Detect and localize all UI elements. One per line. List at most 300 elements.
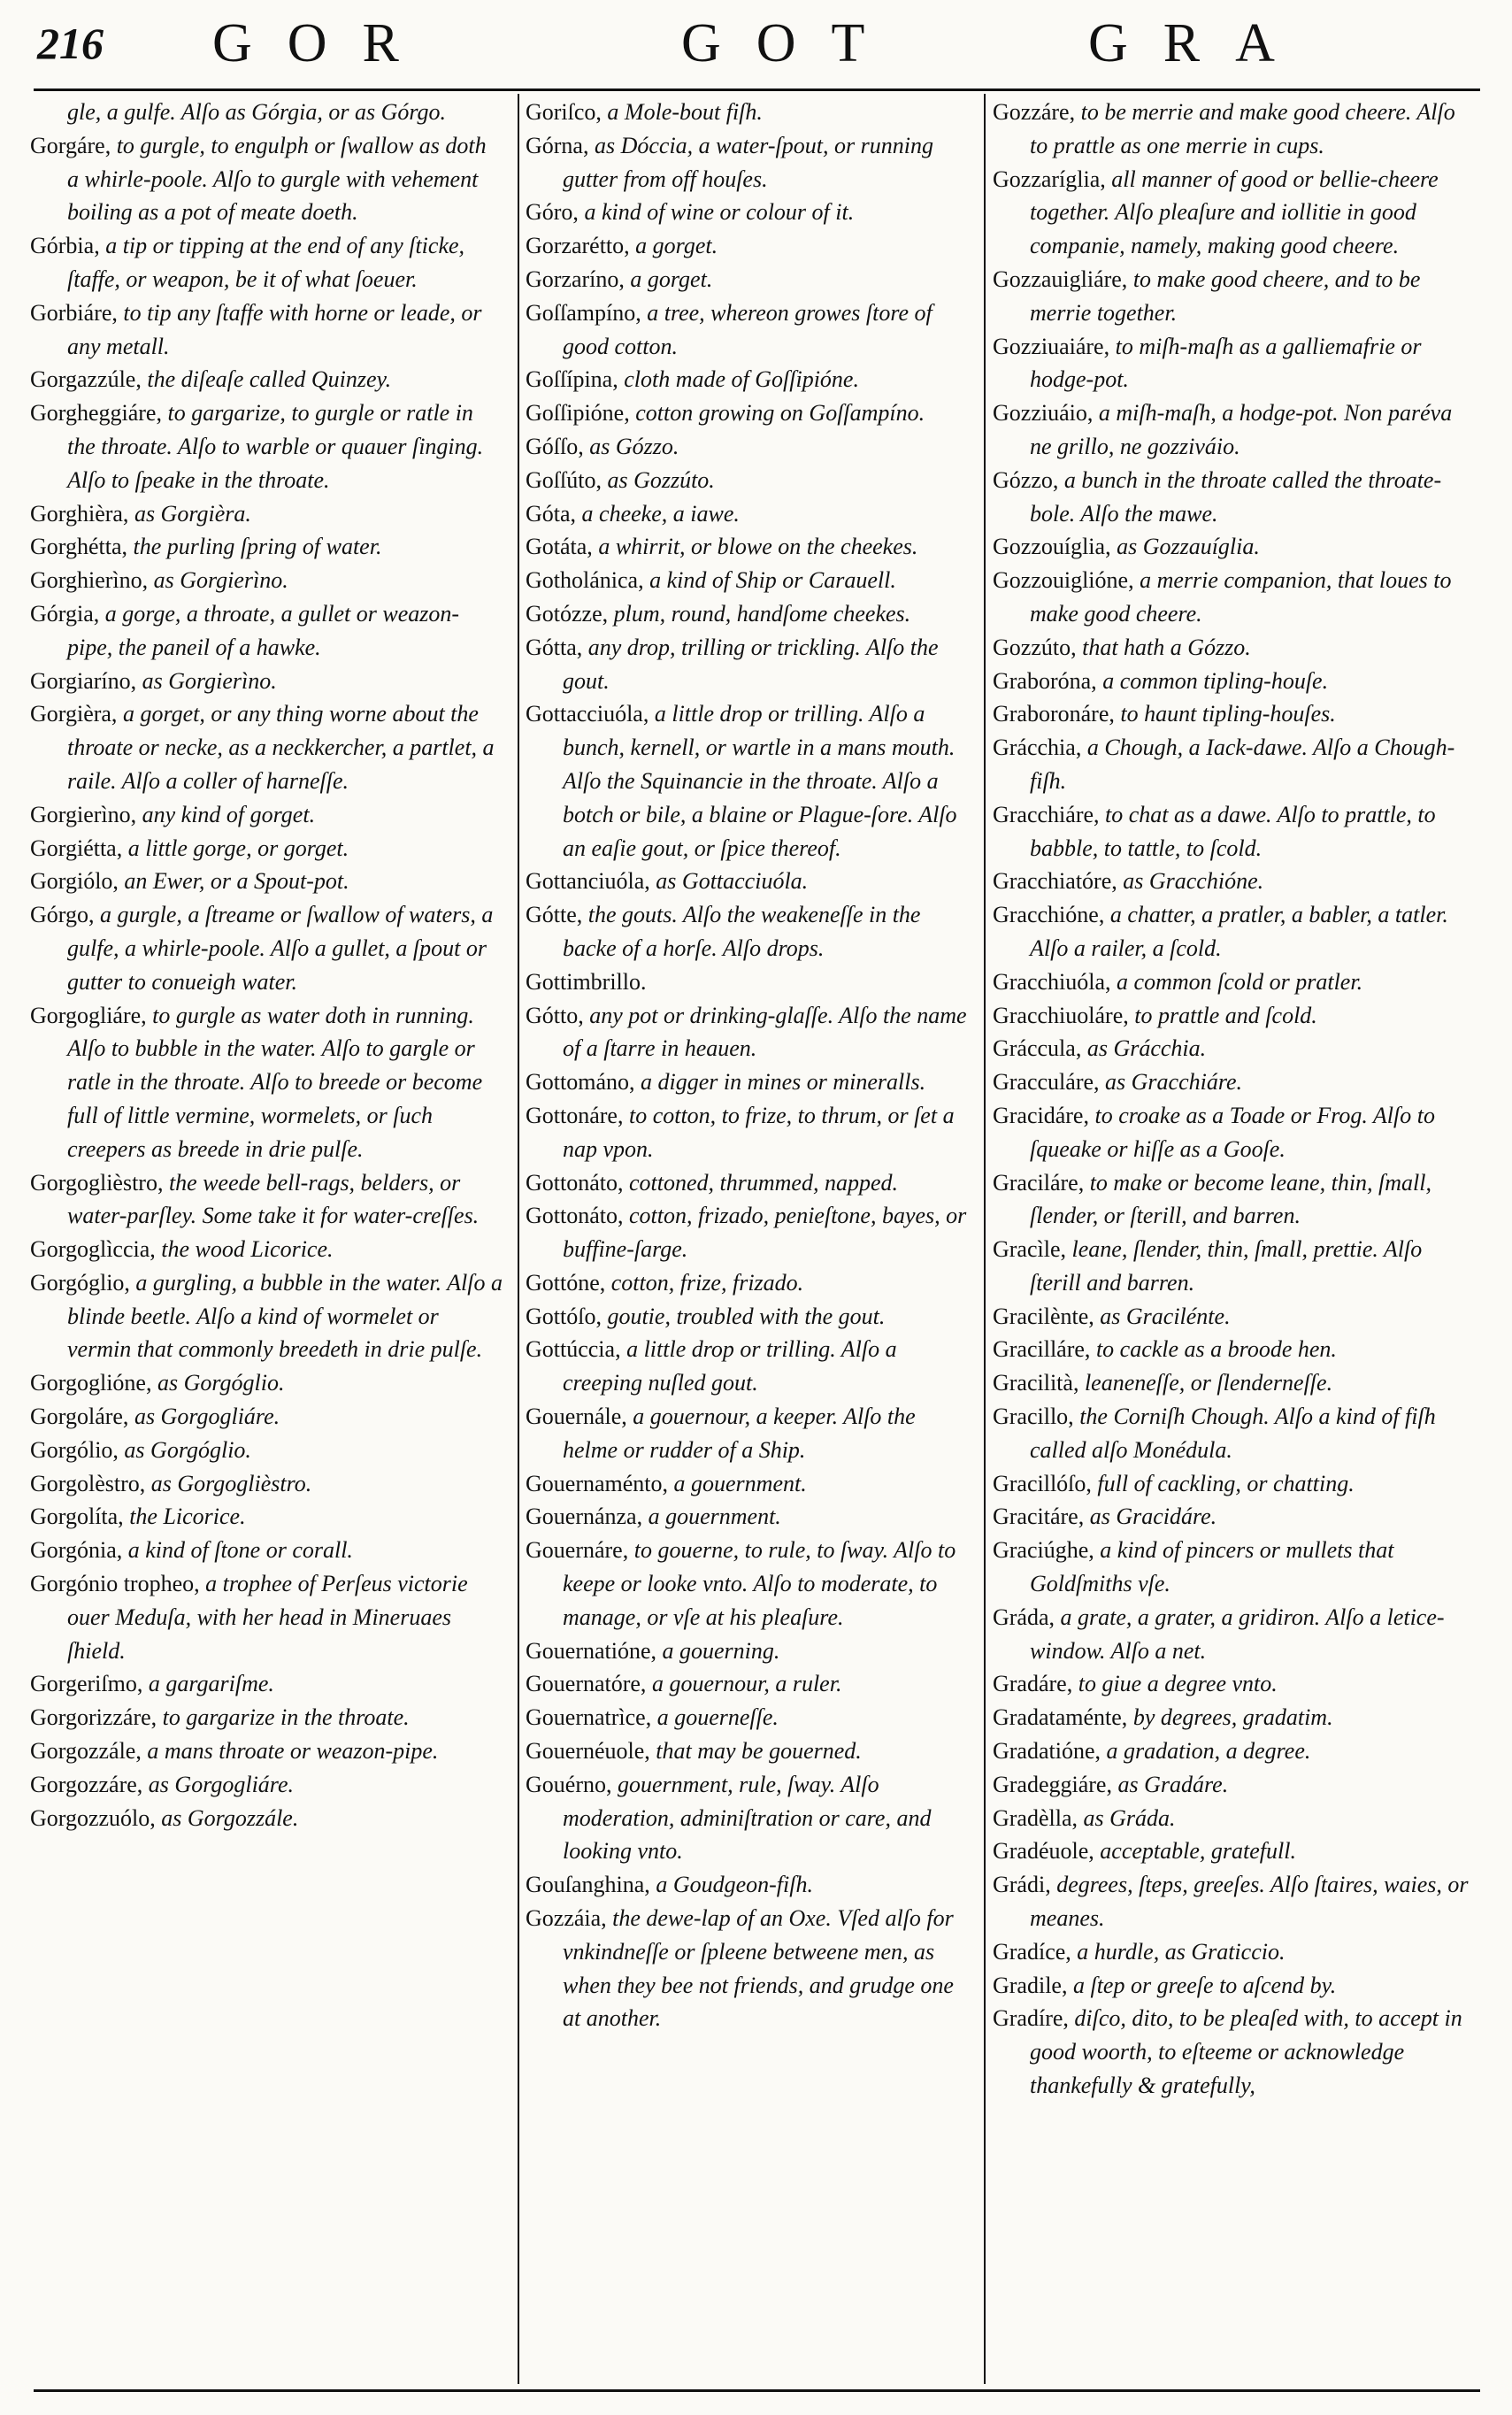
dictionary-entry: [993, 1868, 1475, 1935]
headword: Gouernatrìce,: [526, 1704, 652, 1731]
page-number: 216: [37, 19, 104, 68]
dictionary-entry: [30, 229, 503, 296]
definition: a chatter, a pratler, a babler, a tatler. Alſo a railer, a ſcold.: [1030, 902, 1448, 961]
dictionary-entry: [30, 898, 503, 998]
dictionary-entry: [526, 999, 972, 1066]
dictionary-entry: [993, 1366, 1475, 1400]
dictionary-entry: [526, 597, 972, 631]
definition: degrees, ſteps, greeſes. Alſo ſtaires, waies, or meanes.: [1030, 1872, 1469, 1932]
definition: as Gorgóglio.: [124, 1436, 251, 1463]
dictionary-entry: [526, 1701, 972, 1734]
dictionary-entry: [30, 1768, 503, 1802]
headword: Gracculáre,: [993, 1069, 1100, 1096]
definition: the Licorice.: [129, 1504, 246, 1530]
headword: Gouſanghina,: [526, 1872, 650, 1898]
definition: a gouernment.: [648, 1504, 781, 1530]
headword: Gottonáto,: [526, 1169, 624, 1196]
dictionary-entry: [30, 798, 503, 832]
definition: leaneneſſe, or ſlenderneſſe.: [1084, 1370, 1333, 1396]
definition: a gurgle, a ſtreame or ſwallow of waters, a gulfe, a whirle-poole. Alſo a gullet, a ſpout or gutter to conueigh water.: [67, 902, 494, 995]
dictionary-entry: [993, 1667, 1475, 1701]
dictionary-entry: [526, 296, 972, 364]
definition: as Gorgoglièstro.: [150, 1470, 312, 1496]
definition: a gorge, a throate, a gullet or weazon-pipe, the paneil of a hawke.: [67, 600, 460, 660]
dictionary-entry: [526, 1166, 972, 1200]
definition: as Gorgogliáre.: [134, 1404, 280, 1430]
headword: Gorgoláre,: [30, 1404, 129, 1430]
dictionary-entry: [993, 2002, 1475, 2102]
definition: a bunch in the throate called the throate-bole. Alſo the mawe.: [1030, 466, 1442, 527]
dictionary-entry: [526, 1868, 972, 1902]
definition: a grate, a grater, a gridiron. Alſo a letice-window. Alſo a net.: [1030, 1604, 1445, 1664]
headword: Górgia,: [30, 600, 100, 627]
headword: Gorgogliáre,: [30, 1002, 147, 1028]
dictionary-entry: [993, 1701, 1475, 1734]
dictionary-entry: [526, 1333, 972, 1400]
headword: Gozzáia,: [526, 1905, 607, 1932]
headword: Gradéuole,: [993, 1838, 1094, 1865]
headword: Gottonáto,: [526, 1203, 624, 1229]
definition: plum, round, handſome cheekes.: [613, 600, 911, 627]
headword: Gorzarétto,: [526, 233, 630, 259]
definition: as Gorgierìno.: [142, 667, 277, 694]
headword: Graciúghe,: [993, 1537, 1094, 1564]
dictionary-entry: [526, 564, 972, 597]
running-head-right: GRA: [1088, 13, 1310, 73]
headword: Góſſo,: [526, 433, 584, 459]
headword: Gracìle,: [993, 1236, 1067, 1263]
headword: Graboronáre,: [993, 701, 1115, 727]
definition: a gradation, a degree.: [1106, 1738, 1311, 1765]
dictionary-entry: [993, 865, 1475, 898]
headword: Gotáta,: [526, 534, 593, 560]
definition: to tip any ſtaffe with horne or leade, or any metall.: [67, 299, 482, 359]
dictionary-entry: [30, 1500, 503, 1534]
dictionary-entry: [30, 1366, 503, 1400]
definition: to croake as a Toade or Frog. Alſo to ſqueake or hiſſe as a Gooſe.: [1030, 1102, 1435, 1162]
headword: Gottimbrillo.: [526, 968, 647, 995]
dictionary-entry: [993, 631, 1475, 665]
definition: a kind of ſtone or corall.: [127, 1537, 353, 1564]
dictionary-entry: [993, 1500, 1475, 1534]
definition: cloth made of Goſſipióne.: [624, 366, 859, 393]
headword: Góta,: [526, 500, 577, 527]
headword: Gorgoglièstro,: [30, 1169, 164, 1196]
headword: Gorgierìno,: [30, 801, 137, 827]
definition: to gouerne, to rule, to ſway. Alſo to keepe or looke vnto. Alſo to moderate, to manage, or vſe at his pleaſure.: [563, 1537, 956, 1630]
dictionary-entry: [526, 96, 972, 129]
headword: Gracidáre,: [993, 1102, 1089, 1128]
definition: the wood Licorice.: [161, 1236, 334, 1263]
headword: Gorgáre,: [30, 132, 111, 158]
column-divider-1: [518, 94, 519, 2384]
headword: Gradile,: [993, 1972, 1068, 1998]
definition: a miſh-maſh, a hodge-pot. Non paréva ne grillo, ne gozziváio.: [1030, 400, 1453, 459]
headword: Gorgheggiáre,: [30, 400, 162, 427]
definition: to be merrie and make good cheere. Alſo to prattle as one merrie in cups.: [1030, 99, 1455, 158]
dictionary-entry: [993, 697, 1475, 731]
dictionary-entry: [993, 1935, 1475, 1969]
dictionary-entry: [993, 1802, 1475, 1835]
dictionary-entry: [30, 1534, 503, 1567]
dictionary-entry: [993, 798, 1475, 865]
headword: Gozzúto,: [993, 634, 1077, 660]
dictionary-entry: [526, 1634, 972, 1668]
dictionary-entry: [993, 163, 1475, 263]
headword: Gotholánica,: [526, 567, 644, 594]
definition: a kind of wine or colour of it.: [584, 199, 855, 226]
headword: Gottóſo,: [526, 1303, 602, 1329]
dictionary-entry: [993, 965, 1475, 999]
definition: as Gracidáre.: [1089, 1504, 1217, 1530]
dictionary-entry: [526, 1667, 972, 1701]
dictionary-entry: [30, 564, 503, 597]
dictionary-entry: [993, 1734, 1475, 1768]
definition: that may be gouerned.: [656, 1738, 862, 1765]
definition: as Gráda.: [1083, 1804, 1176, 1831]
headword: Góro,: [526, 199, 579, 226]
definition: the gouts. Alſo the weakeneſſe in the backe of a horſe. Alſo drops.: [563, 902, 921, 961]
headword: Gottanciuóla,: [526, 868, 650, 895]
headword: Gorgozzáre,: [30, 1771, 143, 1797]
definition: a gouerneſſe.: [656, 1704, 779, 1731]
headword: Gracilláre,: [993, 1336, 1091, 1363]
headword: Górgo,: [30, 902, 95, 928]
dictionary-entry: [30, 530, 503, 564]
definition: a tip or tipping at the end of any ſticke, ſtaffe, or weapon, be it of what ſoeuer.: [67, 233, 465, 292]
definition: as Gorgierìno.: [153, 567, 288, 594]
dictionary-entry: [30, 96, 503, 129]
headword: Górna,: [526, 132, 589, 158]
headword: Gradíce,: [993, 1938, 1071, 1965]
dictionary-entry: [993, 1400, 1475, 1467]
column-3: [993, 96, 1475, 2383]
definition: any drop, trilling or trickling. Alſo the gout.: [563, 634, 939, 694]
definition: as Gottacciuóla.: [656, 868, 809, 895]
definition: a ſtep or greeſe to aſcend by.: [1072, 1972, 1337, 1998]
dictionary-entry: [993, 1467, 1475, 1501]
dictionary-entry: [30, 363, 503, 396]
dictionary-entry: [30, 1166, 503, 1234]
headword: Gorgiólo,: [30, 868, 119, 895]
definition: as Dóccia, a water-ſpout, or running gutter from off houſes.: [563, 132, 933, 192]
headword: Gorgolèstro,: [30, 1470, 146, 1496]
definition: a little gorge, or gorget.: [127, 834, 349, 861]
headword: Gouérno,: [526, 1771, 612, 1797]
dictionary-entry: [526, 530, 972, 564]
footer-rule: [34, 2389, 1480, 2392]
definition: to miſh-maſh as a galliemafrie or hodge-pot.: [1030, 333, 1422, 393]
headword: Gradeggiáre,: [993, 1771, 1112, 1797]
headword: Graboróna,: [993, 667, 1097, 694]
definition: an Ewer, or a Spout-pot.: [124, 868, 349, 895]
definition: as Gorgozzále.: [161, 1804, 299, 1831]
definition: a gouerning.: [662, 1637, 780, 1664]
headword: Gorzaríno,: [526, 265, 625, 292]
dictionary-entry: [30, 1667, 503, 1701]
headword: Gouernatióne,: [526, 1637, 657, 1664]
definition: to chat as a dawe. Alſo to prattle, to babble, to tattle, to ſcold.: [1030, 801, 1436, 861]
headword: Gráccula,: [993, 1035, 1082, 1062]
dictionary-entry: [526, 1099, 972, 1166]
definition: a mans throate or weazon-pipe.: [147, 1738, 439, 1765]
dictionary-entry: [526, 196, 972, 229]
dictionary-entry: [30, 396, 503, 496]
definition: any pot or drinking-glaſſe. Alſo the name of a ſtarre in heauen.: [563, 1002, 967, 1062]
dictionary-entry: [993, 1969, 1475, 2003]
headword: Gorgoglìccia,: [30, 1236, 156, 1263]
dictionary-entry: [993, 1099, 1475, 1166]
headword: Gorghétta,: [30, 534, 127, 560]
headword: Gouernatóre,: [526, 1671, 647, 1697]
dictionary-entry: [30, 1434, 503, 1467]
headword: Gottománo,: [526, 1069, 635, 1096]
definition: as Gozzauíglia.: [1117, 534, 1260, 560]
headword: Gorgozzuólo,: [30, 1804, 156, 1831]
headword: Gorgeriſmo,: [30, 1671, 143, 1697]
definition: a gargariſme.: [148, 1671, 274, 1697]
definition: as Gorgièra.: [134, 500, 251, 527]
headword: Gradáre,: [993, 1671, 1073, 1697]
dictionary-entry: [30, 865, 503, 898]
headword: Goſſipióne,: [526, 400, 630, 427]
dictionary-entry: [526, 697, 972, 865]
dictionary-entry: [526, 263, 972, 296]
running-head-center: GOT: [681, 13, 901, 73]
dictionary-entry: [526, 1065, 972, 1099]
definition: a cheeke, a iawe.: [581, 500, 740, 527]
dictionary-entry: [526, 1768, 972, 1868]
headword: Gorgoglióne,: [30, 1370, 152, 1396]
definition: acceptable, gratefull.: [1100, 1838, 1296, 1865]
dictionary-entry: [993, 665, 1475, 698]
definition: to make good cheere, and to be merrie together.: [1030, 265, 1421, 326]
headword: Graciláre,: [993, 1169, 1085, 1196]
definition: a gurgling, a bubble in the water. Alſo a blinde beetle. Alſo a kind of wormelet or vermin that commonly breedeth in drie pulſe.: [67, 1269, 503, 1363]
definition: as Gozzúto.: [607, 466, 715, 493]
dictionary-entry: [993, 1834, 1475, 1868]
definition: to make or become leane, thin, ſmall, ſlender, or ſterill, and barren.: [1030, 1169, 1431, 1229]
definition: a merrie companion, that loues to make good cheere.: [1030, 567, 1452, 627]
definition: a tree, whereon growes ſtore of good cotton.: [563, 299, 933, 359]
definition: any kind of gorget.: [142, 801, 316, 827]
dictionary-entry: [993, 898, 1475, 965]
dictionary-entry: [993, 530, 1475, 564]
dictionary-entry: [30, 999, 503, 1166]
definition: a gorget.: [630, 265, 713, 292]
headword: Gracillo,: [993, 1404, 1074, 1430]
definition: a Mole-bout fiſh.: [607, 99, 763, 125]
definition: as Gracchióne.: [1123, 868, 1264, 895]
dictionary-entry: [993, 96, 1475, 163]
definition: a kind of pincers or mullets that Goldſmiths vſe.: [1030, 1537, 1394, 1597]
dictionary-entry: [993, 1233, 1475, 1300]
headword: Gracchiuóla,: [993, 968, 1111, 995]
dictionary-entry: [526, 229, 972, 263]
headword: Gorbiáre,: [30, 299, 118, 326]
definition: a gorget.: [635, 233, 718, 259]
headword: Gótto,: [526, 1002, 584, 1028]
definition: as Grácchia.: [1086, 1035, 1207, 1062]
dictionary-entry: [526, 363, 972, 396]
dictionary-entry: [30, 665, 503, 698]
headword: Gorgozzále,: [30, 1738, 142, 1765]
definition: to haunt tipling-houſes.: [1120, 701, 1336, 727]
headword: Gorgièra,: [30, 701, 118, 727]
headword: Goriſco,: [526, 99, 602, 125]
definition: to gargarize, to gurgle or ratle in the throate. Alſo to warble or quauer ſinging. Alſo to ſpeake in the throate.: [67, 400, 484, 493]
dictionary-entry: [993, 564, 1475, 631]
headword: Gottúccia,: [526, 1336, 621, 1363]
dictionary-entry: [526, 865, 972, 898]
definition: the dewe-lap of an Oxe. Vſed alſo for vnkindneſſe or ſpleene betweene men, as when they bee not friends, and grudge one at another.: [563, 1905, 954, 2032]
headword: Gorgónia,: [30, 1537, 123, 1564]
column-divider-2: [984, 94, 986, 2384]
definition: as Gracchiáre.: [1105, 1069, 1243, 1096]
column-2: [526, 96, 972, 2383]
definition: a whirrit, or blowe on the cheekes.: [598, 534, 918, 560]
headword: Gorgiaríno,: [30, 667, 137, 694]
definition: the diſeaſe called Quinzey.: [147, 366, 392, 393]
headword: Gótta,: [526, 634, 583, 660]
definition: a gouernment.: [673, 1470, 807, 1496]
definition: as Gorgogliáre.: [148, 1771, 294, 1797]
dictionary-entry: [526, 1734, 972, 1768]
headword: Gozziuáio,: [993, 400, 1094, 427]
headword: Gozzáre,: [993, 99, 1076, 125]
headword: Gozziuaiáre,: [993, 333, 1110, 359]
headword: Gradatióne,: [993, 1738, 1101, 1765]
definition: a gouernour, a ruler.: [651, 1671, 842, 1697]
dictionary-entry: [526, 129, 972, 196]
headword: Gracchióne,: [993, 902, 1105, 928]
headword: Gorgolíta,: [30, 1504, 124, 1530]
headword: Gracilènte,: [993, 1303, 1094, 1329]
dictionary-entry: [30, 1567, 503, 1667]
headword: Gradíre,: [993, 2005, 1069, 2032]
definition: all manner of good or bellie-cheere together. Alſo pleaſure and iollitie in good companie, namely, making good cheere.: [1030, 165, 1439, 259]
dictionary-entry: [30, 697, 503, 797]
definition: to cackle as a broode hen.: [1095, 1336, 1337, 1363]
dictionary-entry: [526, 898, 972, 965]
headword: Gorgóglio,: [30, 1269, 130, 1296]
dictionary-entry: [993, 464, 1475, 531]
headword: Górbia,: [30, 233, 100, 259]
headword: Gradèlla,: [993, 1804, 1078, 1831]
headword: Gorgorizzáre,: [30, 1704, 157, 1731]
dictionary-entry: [993, 263, 1475, 330]
dictionary-entry: [993, 1601, 1475, 1668]
dictionary-entry: [30, 296, 503, 364]
definition: cottoned, thrummed, napped.: [629, 1169, 899, 1196]
headword: Gorgazzúle,: [30, 366, 142, 393]
headword: Gracchiáre,: [993, 801, 1100, 827]
definition: the purling ſpring of water.: [133, 534, 382, 560]
headword: Gozzauigliáre,: [993, 265, 1128, 292]
definition: to gargarize in the throate.: [162, 1704, 410, 1731]
definition: the Corniſh Chough. Alſo a kind of fiſh called alſo Monédula.: [1030, 1404, 1436, 1463]
dictionary-entry: [993, 1534, 1475, 1601]
headword: Goſſampíno,: [526, 299, 641, 326]
headword: Gottonáre,: [526, 1102, 624, 1128]
headword: Grácchia,: [993, 734, 1082, 761]
definition: a gorget, or any thing worne about the throate or necke, as a neckkercher, a partlet, a raile. Alſo a coller of harneſſe.: [67, 701, 495, 794]
headword: Gótte,: [526, 902, 583, 928]
definition: as Gradáre.: [1117, 1771, 1229, 1797]
definition: leane, ſlender, thin, ſmall, prettie. Alſo ſterill and barren.: [1030, 1236, 1423, 1296]
header-rule: [34, 88, 1480, 91]
headword: Goſſípina,: [526, 366, 618, 393]
definition: cotton growing on Goſſampíno.: [635, 400, 925, 427]
dictionary-entry: [993, 1065, 1475, 1099]
definition: a common tipling-houſe.: [1102, 667, 1329, 694]
headword: Gouernéuole,: [526, 1738, 650, 1765]
dictionary-entry: [993, 1032, 1475, 1065]
dictionary-entry: [526, 1266, 972, 1300]
headword: Gouernaménto,: [526, 1470, 669, 1496]
headword: Gorghièra,: [30, 500, 129, 527]
dictionary-entry: [526, 1500, 972, 1534]
definition: a trophee of Perſeus victorie ouer Meduſa, with her head in Mineruaes ſhield.: [67, 1571, 468, 1664]
definition: by degrees, gradatim.: [1132, 1704, 1333, 1731]
definition: cotton, frize, frizado.: [610, 1269, 804, 1296]
definition: gle, a gulfe. Alſo as Górgia, or as Górgo.: [67, 99, 447, 125]
dictionary-entry: [526, 1400, 972, 1467]
dictionary-entry: [30, 832, 503, 865]
definition: the weede bell-rags, belders, or water-parſley. Some take it for water-creſſes.: [67, 1169, 480, 1229]
dictionary-entry: [526, 430, 972, 464]
definition: cotton, frizado, penieſtone, bayes, or buffine-ſarge.: [563, 1203, 967, 1263]
definition: goutie, troubled with the gout.: [607, 1303, 886, 1329]
dictionary-entry: [993, 999, 1475, 1033]
dictionary-entry: [30, 597, 503, 665]
headword: Gouernále,: [526, 1404, 627, 1430]
dictionary-entry: [526, 396, 972, 430]
headword: Gorgiétta,: [30, 834, 123, 861]
headword: Grádi,: [993, 1872, 1051, 1898]
dictionary-entry: [526, 965, 972, 999]
dictionary-entry: [30, 1233, 503, 1266]
headword: Gottóne,: [526, 1269, 606, 1296]
dictionary-entry: [993, 1768, 1475, 1802]
headword: Gozzouíglia,: [993, 534, 1111, 560]
headword: Gozzaríglia,: [993, 165, 1106, 192]
column-1: [30, 96, 503, 2383]
dictionary-entry: [526, 464, 972, 497]
definition: a hurdle, as Graticcio.: [1077, 1938, 1286, 1965]
dictionary-entry: [993, 396, 1475, 464]
headword: Gorghierìno,: [30, 567, 149, 594]
dictionary-entry: [526, 1467, 972, 1501]
headword: Gracchiatóre,: [993, 868, 1117, 895]
headword: Gracilità,: [993, 1370, 1079, 1396]
headword: Gottacciuóla,: [526, 701, 649, 727]
dictionary-entry: [30, 1467, 503, 1501]
definition: diſco, dito, to be pleaſed with, to accept in good woorth, to eſteeme or acknowledge thankefully & gratefully,: [1030, 2005, 1462, 2099]
definition: to prattle and ſcold.: [1134, 1002, 1317, 1028]
definition: a gouernour, a keeper. Alſo the helme or rudder of a Ship.: [563, 1404, 916, 1463]
definition: a little drop or trilling. Alſo a bunch, kernell, or wartle in a mans mouth. Alſo the Squinancie in the throate. Alſo a botch or bile, a blaine or Plague-ſore. Alſo an eaſie gout, or ſpice thereof.: [563, 701, 957, 861]
definition: a kind of Ship or Carauell.: [649, 567, 896, 594]
dictionary-entry: [30, 1266, 503, 1366]
headword: Gózzo,: [993, 466, 1059, 493]
dictionary-entry: [993, 1333, 1475, 1366]
headword: Gorgónio tropheo,: [30, 1571, 200, 1597]
definition: as Gózzo.: [589, 433, 679, 459]
dictionary-entry: [30, 1734, 503, 1768]
dictionary-entry: [526, 1300, 972, 1334]
definition: to gurgle as water doth in running. Alſo to bubble in the water. Alſo to gargle or ratle in the throate. Alſo to breede or become full of little vermine, wormelets, or ſuch creepers as breede in drie pulſe.: [67, 1002, 483, 1162]
